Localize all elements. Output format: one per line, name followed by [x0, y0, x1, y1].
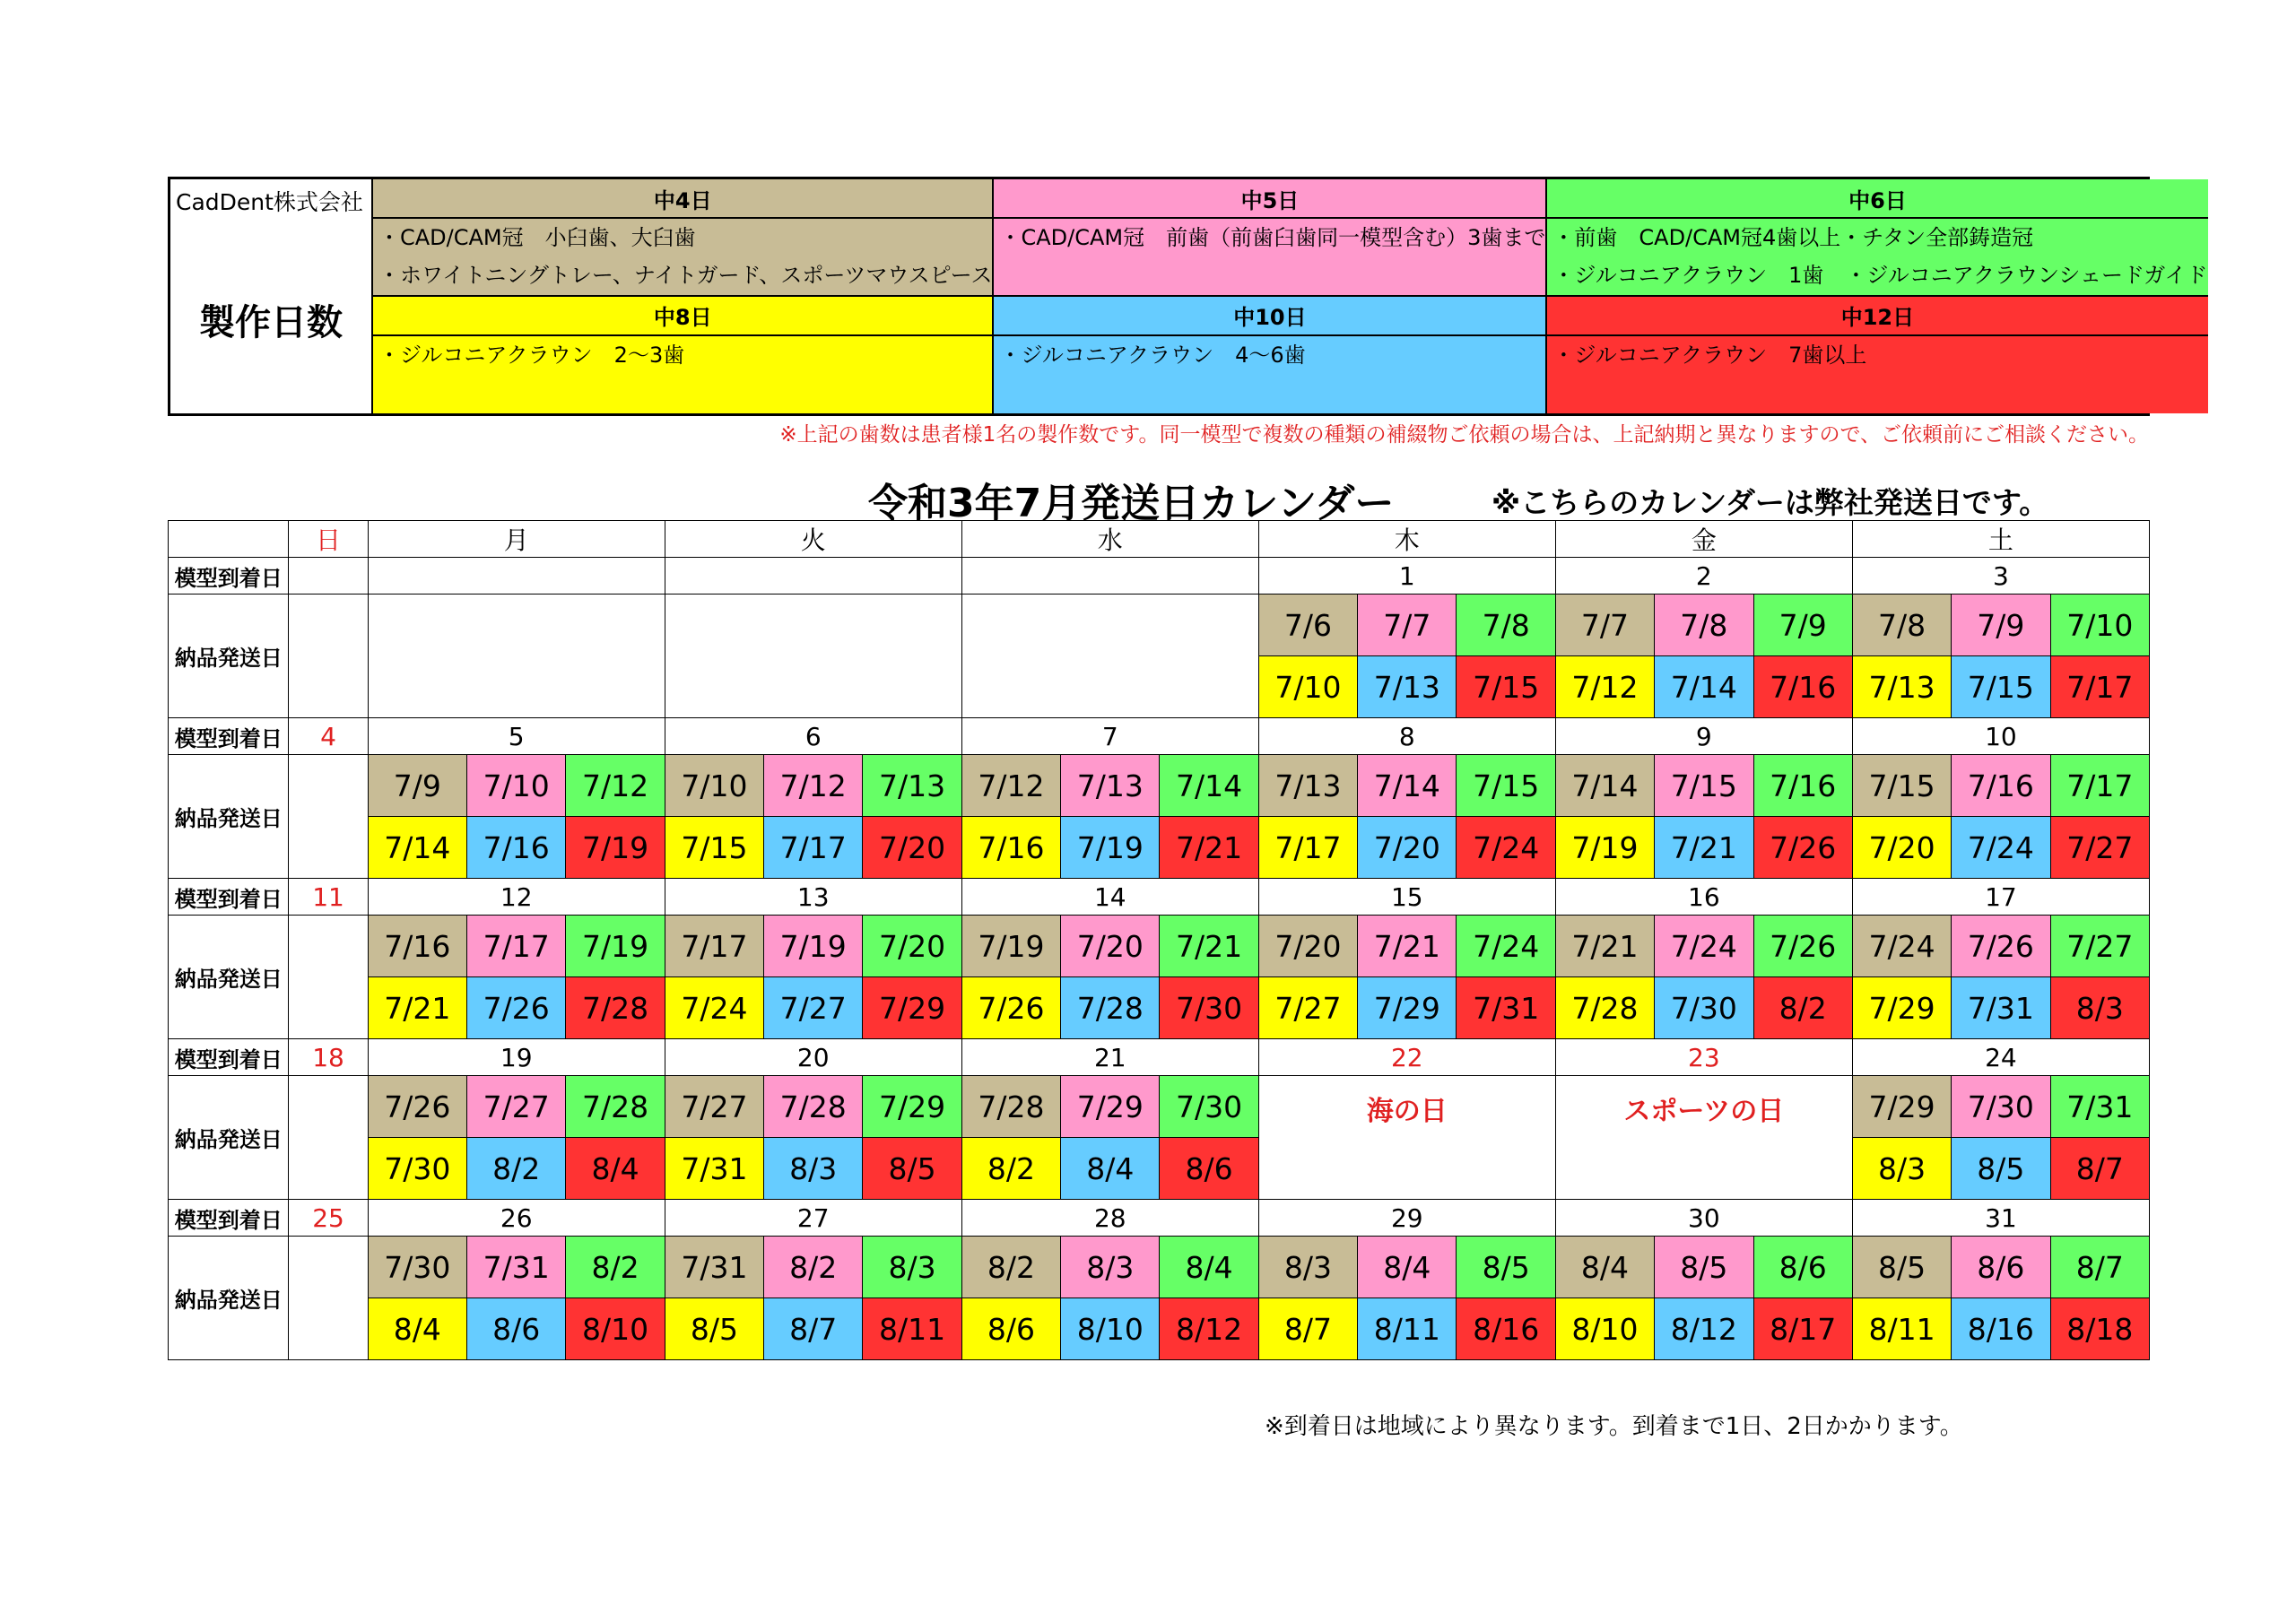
ship-date-chip: 8/5	[1655, 1237, 1753, 1298]
ship-label: 納品発送日	[169, 755, 289, 879]
ship-date-chip: 7/12	[566, 755, 665, 817]
arrival-row	[169, 718, 2150, 755]
ship-date-chip: 7/31	[1457, 977, 1555, 1039]
day-date: 19	[368, 1039, 665, 1076]
day-date: 22	[1258, 1039, 1555, 1076]
ship-date-chip: 8/6	[1753, 1237, 1852, 1298]
ship-date-chip: 7/27	[1258, 977, 1357, 1039]
legend-tier	[373, 297, 994, 414]
ship-date-chip: 7/19	[566, 916, 665, 977]
ship-date-chip: 8/2	[764, 1237, 863, 1298]
ship-date-chip: 7/16	[961, 817, 1060, 879]
arrival-row	[169, 879, 2150, 916]
ship-date-chip: 7/8	[1457, 595, 1555, 656]
ship-date-chip: 7/29	[863, 1076, 961, 1138]
ship-date-chip: 8/3	[863, 1237, 961, 1298]
ship-date-chip: 7/13	[1258, 755, 1357, 817]
ship-date-chip: 7/21	[1358, 916, 1457, 977]
ship-date-chip: 7/16	[1753, 755, 1852, 817]
tier-item: ・ホワイトニングトレー、ナイトガード、スポーツマウスピース	[378, 263, 993, 288]
ship-date-chip: 8/3	[2050, 977, 2149, 1039]
day-date	[665, 558, 961, 595]
day-date: 17	[1852, 879, 2149, 916]
ship-date-chip: 8/6	[467, 1298, 566, 1360]
ship-date-chip: 7/9	[1753, 595, 1852, 656]
ship-date-chip: 8/3	[1258, 1237, 1357, 1298]
day-date: 10	[1852, 718, 2149, 755]
ship-date-chip: 8/2	[566, 1237, 665, 1298]
ship-date-chip: 8/3	[764, 1138, 863, 1200]
arrival-row	[169, 1039, 2150, 1076]
ship-date-chip: 7/20	[1358, 817, 1457, 879]
ship-date-chip: 7/14	[368, 817, 466, 879]
day-date: 30	[1555, 1200, 1852, 1237]
day-date: 3	[1852, 558, 2149, 595]
ship-date-chip: 7/19	[1555, 817, 1654, 879]
calendar-title: 令和3年7月発送日カレンダー	[868, 481, 1395, 526]
ship-date-chip: 7/19	[1061, 817, 1160, 879]
ship-date-chip: 7/27	[2050, 817, 2149, 879]
ship-date-chip: 7/16	[1753, 656, 1852, 718]
ship-date-chip: 7/13	[863, 755, 961, 817]
ship-date-chip: 7/29	[1358, 977, 1457, 1039]
day-date: 24	[1852, 1039, 2149, 1076]
ship-date-chip: 7/7	[1555, 595, 1654, 656]
ship-date-chip: 7/17	[1258, 817, 1357, 879]
ship-date-chip: 8/7	[2050, 1237, 2149, 1298]
sunday-ship-cell	[289, 1076, 368, 1200]
ship-date-chip: 7/24	[1457, 916, 1555, 977]
ship-date-chip: 8/6	[1160, 1138, 1258, 1200]
ship-date-chip: 7/10	[467, 755, 566, 817]
ship-date-chip: 8/7	[1258, 1298, 1357, 1360]
ship-date-chip: 7/15	[1852, 755, 1951, 817]
ship-date-chip: 7/20	[863, 916, 961, 977]
sunday-date: 25	[289, 1200, 368, 1237]
day-date: 2	[1555, 558, 1852, 595]
production-days-label: 製作日数	[199, 302, 343, 343]
ship-date-chip: 8/4	[368, 1298, 466, 1360]
ship-date-chip: 8/11	[1852, 1298, 1951, 1360]
ship-date-chip: 7/29	[863, 977, 961, 1039]
day-date: 8	[1258, 718, 1555, 755]
ship-date-chip: 7/24	[665, 977, 763, 1039]
ship-row-top	[169, 1237, 2150, 1298]
ship-date-chip: 8/16	[1457, 1298, 1555, 1360]
empty-ship-cell	[368, 595, 665, 718]
ship-date-chip: 7/10	[2050, 595, 2149, 656]
day-date: 13	[665, 879, 961, 916]
tier-heading: 中10日	[994, 297, 1545, 336]
ship-date-chip: 7/29	[1061, 1076, 1160, 1138]
ship-row-bottom	[169, 1138, 2150, 1200]
ship-date-chip: 7/10	[1258, 656, 1357, 718]
ship-date-chip: 7/26	[368, 1076, 466, 1138]
day-date	[961, 558, 1258, 595]
ship-date-chip: 7/24	[1952, 817, 2050, 879]
ship-date-chip: 7/14	[1160, 755, 1258, 817]
ship-date-chip: 8/4	[1358, 1237, 1457, 1298]
arrival-label: 模型到着日	[169, 1039, 289, 1076]
day-date: 1	[1258, 558, 1555, 595]
day-date: 16	[1555, 879, 1852, 916]
ship-row-bottom	[169, 977, 2150, 1039]
ship-date-chip: 8/11	[863, 1298, 961, 1360]
ship-date-chip: 7/28	[1061, 977, 1160, 1039]
ship-date-chip: 7/14	[1555, 755, 1654, 817]
ship-date-chip: 7/26	[961, 977, 1060, 1039]
ship-date-chip: 7/16	[1952, 755, 2050, 817]
ship-date-chip: 8/6	[1952, 1237, 2050, 1298]
ship-date-chip: 8/2	[961, 1138, 1060, 1200]
legend-tier	[994, 297, 1547, 414]
ship-date-chip: 8/7	[764, 1298, 863, 1360]
ship-date-chip: 8/12	[1160, 1298, 1258, 1360]
ship-date-chip: 7/15	[1457, 656, 1555, 718]
shipping-calendar	[168, 520, 2150, 1360]
empty-ship-cell	[961, 595, 1258, 718]
ship-date-chip: 7/31	[2050, 1076, 2149, 1138]
day-date: 27	[665, 1200, 961, 1237]
ship-date-chip: 7/30	[1160, 977, 1258, 1039]
ship-date-chip: 7/15	[665, 817, 763, 879]
tier-item: ・ジルコニアクラウン 1歯 ・ジルコニアクラウンシェードガイド	[1552, 263, 2208, 288]
ship-date-chip: 7/17	[467, 916, 566, 977]
ship-date-chip: 8/12	[1655, 1298, 1753, 1360]
ship-date-chip: 7/17	[764, 817, 863, 879]
ship-date-chip: 7/19	[961, 916, 1060, 977]
ship-date-chip: 7/8	[1655, 595, 1753, 656]
tier-item: ・ジルコニアクラウン 4～6歯	[999, 342, 1306, 368]
ship-date-chip: 8/2	[961, 1237, 1060, 1298]
ship-date-chip: 7/21	[1555, 916, 1654, 977]
ship-date-chip: 7/15	[1952, 656, 2050, 718]
day-date: 12	[368, 879, 665, 916]
ship-date-chip: 7/7	[1358, 595, 1457, 656]
day-date: 26	[368, 1200, 665, 1237]
day-date: 23	[1555, 1039, 1852, 1076]
ship-date-chip: 7/27	[467, 1076, 566, 1138]
day-date: 31	[1852, 1200, 2149, 1237]
ship-date-chip: 7/27	[764, 977, 863, 1039]
ship-date-chip: 7/30	[1952, 1076, 2050, 1138]
ship-date-chip: 7/20	[1258, 916, 1357, 977]
day-date: 15	[1258, 879, 1555, 916]
ship-date-chip: 7/19	[566, 817, 665, 879]
ship-date-chip: 7/17	[665, 916, 763, 977]
ship-row-top	[169, 1076, 2150, 1138]
ship-date-chip: 7/30	[1160, 1076, 1258, 1138]
ship-date-chip: 7/10	[665, 755, 763, 817]
day-date	[368, 558, 665, 595]
tier-item: ・ジルコニアクラウン 2～3歯	[378, 342, 685, 368]
company-name: CadDent株式会社	[176, 189, 363, 215]
ship-date-chip: 8/5	[665, 1298, 763, 1360]
ship-date-chip: 7/24	[1457, 817, 1555, 879]
legend-header-cell	[170, 179, 373, 413]
ship-date-chip: 8/4	[1061, 1138, 1160, 1200]
ship-date-chip: 8/11	[1358, 1298, 1457, 1360]
ship-date-chip: 7/12	[764, 755, 863, 817]
holiday-cell: 海の日	[1258, 1076, 1555, 1200]
ship-date-chip: 8/10	[1555, 1298, 1654, 1360]
sunday-date: 4	[289, 718, 368, 755]
weekday-tue: 火	[665, 521, 961, 558]
calendar-body	[169, 558, 2150, 1360]
ship-date-chip: 7/16	[467, 817, 566, 879]
ship-label: 納品発送日	[169, 1076, 289, 1200]
ship-row-bottom	[169, 1298, 2150, 1360]
ship-date-chip: 8/2	[467, 1138, 566, 1200]
ship-row-top	[169, 916, 2150, 977]
arrival-label: 模型到着日	[169, 558, 289, 595]
ship-date-chip: 8/4	[566, 1138, 665, 1200]
day-date: 29	[1258, 1200, 1555, 1237]
ship-date-chip: 8/3	[1061, 1237, 1160, 1298]
empty-ship-cell	[665, 595, 961, 718]
weekday-fri: 金	[1555, 521, 1852, 558]
tier-heading: 中12日	[1547, 297, 2207, 336]
ship-date-chip: 7/8	[1852, 595, 1951, 656]
ship-date-chip: 7/14	[1655, 656, 1753, 718]
ship-date-chip: 7/27	[2050, 916, 2149, 977]
ship-row-top	[169, 595, 2150, 656]
day-date: 21	[961, 1039, 1258, 1076]
weekday-sat: 土	[1852, 521, 2149, 558]
ship-date-chip: 8/6	[961, 1298, 1060, 1360]
calendar-subtitle: ※こちらのカレンダーは弊社発送日です。	[1492, 485, 2049, 520]
ship-date-chip: 7/24	[1655, 916, 1753, 977]
tier-item: ・CAD/CAM冠 小臼歯、大臼歯	[378, 225, 696, 250]
ship-date-chip: 7/26	[467, 977, 566, 1039]
legend-tier	[373, 179, 994, 297]
ship-label: 納品発送日	[169, 916, 289, 1039]
holiday-cell: スポーツの日	[1555, 1076, 1852, 1200]
tier-item: ・ジルコニアクラウン 7歯以上	[1552, 342, 1867, 368]
weekday-mon: 月	[368, 521, 665, 558]
ship-date-chip: 7/19	[764, 916, 863, 977]
ship-date-chip: 7/21	[1655, 817, 1753, 879]
ship-date-chip: 7/20	[1852, 817, 1951, 879]
ship-date-chip: 7/31	[665, 1138, 763, 1200]
tier-item: ・前歯 CAD/CAM冠4歯以上・チタン全部鋳造冠	[1552, 225, 2034, 250]
ship-date-chip: 7/21	[1160, 916, 1258, 977]
ship-date-chip: 7/13	[1061, 755, 1160, 817]
ship-date-chip: 7/30	[368, 1237, 466, 1298]
arrival-row	[169, 1200, 2150, 1237]
tier-heading: 中4日	[373, 179, 992, 219]
day-date: 28	[961, 1200, 1258, 1237]
ship-date-chip: 7/12	[961, 755, 1060, 817]
ship-date-chip: 7/13	[1852, 656, 1951, 718]
ship-date-chip: 7/27	[665, 1076, 763, 1138]
legend-tier	[1547, 179, 2207, 297]
weekday-wed: 水	[961, 521, 1258, 558]
ship-date-chip: 8/3	[1852, 1138, 1951, 1200]
ship-date-chip: 7/13	[1358, 656, 1457, 718]
ship-date-chip: 7/26	[1753, 817, 1852, 879]
sunday-date	[289, 558, 368, 595]
ship-date-chip: 7/12	[1555, 656, 1654, 718]
ship-date-chip: 7/28	[1555, 977, 1654, 1039]
day-date: 9	[1555, 718, 1852, 755]
ship-date-chip: 8/7	[2050, 1138, 2149, 1200]
tooth-count-note: ※上記の歯数は患者様1名の製作数です。同一模型で複数の種類の補綴物ご依頼の場合は、上記納期と異なりますので、ご依頼前にご相談ください。	[779, 423, 2149, 447]
ship-date-chip: 7/26	[1952, 916, 2050, 977]
ship-date-chip: 8/5	[863, 1138, 961, 1200]
ship-date-chip: 8/4	[1555, 1237, 1654, 1298]
weekday-header-row	[169, 521, 2150, 558]
ship-date-chip: 7/17	[2050, 656, 2149, 718]
arrival-label: 模型到着日	[169, 879, 289, 916]
ship-date-chip: 7/20	[863, 817, 961, 879]
ship-date-chip: 7/15	[1655, 755, 1753, 817]
ship-date-chip: 8/18	[2050, 1298, 2149, 1360]
day-date: 5	[368, 718, 665, 755]
ship-date-chip: 7/30	[368, 1138, 466, 1200]
ship-date-chip: 8/2	[1753, 977, 1852, 1039]
sunday-ship-cell	[289, 595, 368, 718]
ship-date-chip: 8/5	[1952, 1138, 2050, 1200]
tier-heading: 中8日	[373, 297, 992, 336]
day-date: 14	[961, 879, 1258, 916]
arrival-label: 模型到着日	[169, 718, 289, 755]
ship-label: 納品発送日	[169, 1237, 289, 1360]
ship-date-chip: 7/29	[1852, 1076, 1951, 1138]
weekday-thu: 木	[1258, 521, 1555, 558]
ship-date-chip: 7/30	[1655, 977, 1753, 1039]
ship-date-chip: 8/4	[1160, 1237, 1258, 1298]
ship-date-chip: 7/21	[368, 977, 466, 1039]
ship-row-top	[169, 755, 2150, 817]
ship-date-chip: 7/24	[1852, 916, 1951, 977]
ship-date-chip: 8/5	[1852, 1237, 1951, 1298]
ship-date-chip: 7/6	[1258, 595, 1357, 656]
production-days-legend	[168, 177, 2208, 416]
tier-heading: 中6日	[1547, 179, 2207, 219]
ship-date-chip: 7/29	[1852, 977, 1951, 1039]
header-corner	[169, 521, 289, 558]
ship-date-chip: 7/31	[467, 1237, 566, 1298]
sunday-ship-cell	[289, 755, 368, 879]
ship-date-chip: 8/5	[1457, 1237, 1555, 1298]
ship-date-chip: 8/16	[1952, 1298, 2050, 1360]
day-date: 20	[665, 1039, 961, 1076]
tier-heading: 中5日	[994, 179, 1545, 219]
arrival-label: 模型到着日	[169, 1200, 289, 1237]
sunday-ship-cell	[289, 1237, 368, 1360]
sunday-ship-cell	[289, 916, 368, 1039]
ship-date-chip: 7/17	[2050, 755, 2149, 817]
ship-date-chip: 7/28	[961, 1076, 1060, 1138]
weekday-sun: 日	[289, 521, 368, 558]
ship-date-chip: 7/28	[764, 1076, 863, 1138]
ship-date-chip: 7/31	[1952, 977, 2050, 1039]
day-date: 7	[961, 718, 1258, 755]
sunday-date: 11	[289, 879, 368, 916]
ship-date-chip: 7/26	[1753, 916, 1852, 977]
ship-date-chip: 8/10	[566, 1298, 665, 1360]
arrival-row	[169, 558, 2150, 595]
ship-date-chip: 7/28	[566, 977, 665, 1039]
legend-tier	[994, 179, 1547, 297]
ship-label: 納品発送日	[169, 595, 289, 718]
ship-date-chip: 7/31	[665, 1237, 763, 1298]
sunday-date: 18	[289, 1039, 368, 1076]
legend-tier	[1547, 297, 2207, 414]
ship-date-chip: 7/14	[1358, 755, 1457, 817]
arrival-note: ※到着日は地域により異なります。到着まで1日、2日かかります。	[1265, 1413, 1963, 1440]
legend-tier-grid	[373, 179, 2208, 413]
ship-date-chip: 7/16	[368, 916, 466, 977]
tier-item: ・CAD/CAM冠 前歯（前歯臼歯同一模型含む）3歯まで	[999, 225, 1546, 250]
ship-row-bottom	[169, 817, 2150, 879]
ship-date-chip: 7/21	[1160, 817, 1258, 879]
ship-date-chip: 7/15	[1457, 755, 1555, 817]
ship-date-chip: 7/20	[1061, 916, 1160, 977]
ship-date-chip: 7/28	[566, 1076, 665, 1138]
day-date: 6	[665, 718, 961, 755]
ship-date-chip: 8/10	[1061, 1298, 1160, 1360]
ship-date-chip: 8/17	[1753, 1298, 1852, 1360]
ship-date-chip: 7/9	[1952, 595, 2050, 656]
ship-date-chip: 7/9	[368, 755, 466, 817]
